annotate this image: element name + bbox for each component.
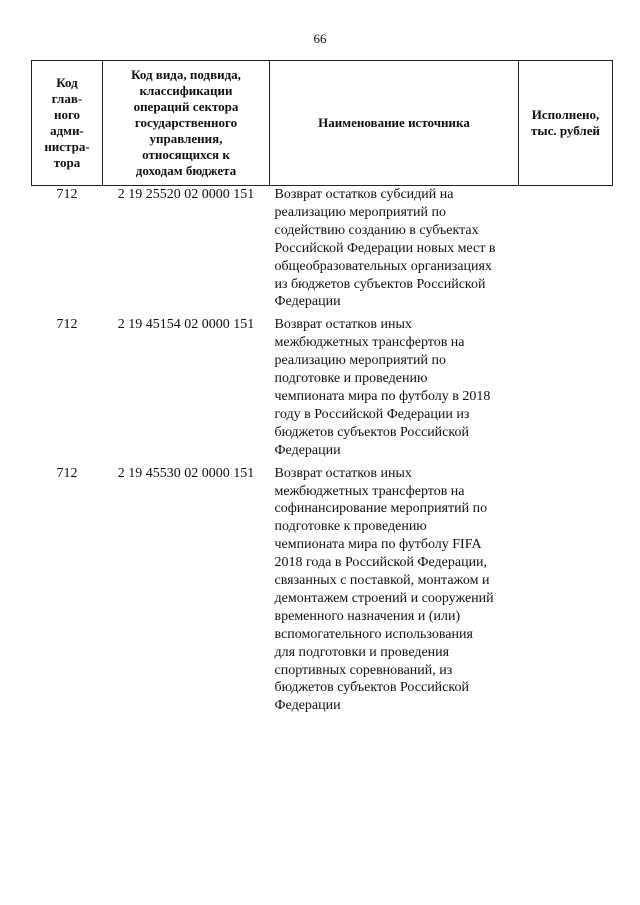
header-source-name: Наименование источника xyxy=(270,61,519,186)
table-row xyxy=(32,465,613,716)
budget-revenue-table xyxy=(31,60,613,715)
header-admin-code: Код глав- ного адми- нистра- тора xyxy=(32,61,103,186)
classification-code-cell: 2 19 25520 02 0000 151 xyxy=(117,187,255,202)
table-row xyxy=(32,316,613,459)
table-row xyxy=(32,186,613,312)
classification-code-cell: 2 19 45530 02 0000 151 xyxy=(117,465,255,481)
source-name-cell: Возврат остатков иных межбюджетных трансфертов на реализацию мероприятий по подготовке и проведению чемпионата мира по футболу в 2018 году в Российской Федерации из бюджетов субъектов Российской Федерации xyxy=(274,317,491,458)
header-executed: Исполнено, тыс. рублей xyxy=(519,61,613,186)
executed-cell xyxy=(519,186,613,312)
admin-code-cell: 712 xyxy=(56,317,78,333)
header-classification-code: Код вида, подвида, классификации операций сектора государственного управления, относящихся к доходам бюджета xyxy=(103,61,270,186)
admin-code-cell: 712 xyxy=(56,187,78,202)
admin-code-cell: 712 xyxy=(56,465,78,481)
source-name-cell: Возврат остатков субсидий на реализацию мероприятий по содействию созданию в субъектах Российской Федерации новых мест в общеобразовательных организациях из бюджетов субъектов Российской Федерации xyxy=(274,187,496,310)
classification-code-cell: 2 19 45154 02 0000 151 xyxy=(117,317,255,333)
executed-cell xyxy=(519,316,613,459)
executed-cell xyxy=(519,465,613,716)
source-name-cell: Возврат остатков иных межбюджетных трансфертов на софинансирование мероприятий по подготовке к проведению чемпионата мира по футболу FIFA 2018 года в Российской Федерации, связанных с поставкой, монтажом и демонтажем строений и сооружений временного назначения и (или) вспомогательного использования для подготовки и проведения спортивных соревнований, из бюджетов субъектов Российской Федерации xyxy=(274,465,494,714)
page-number: 66 xyxy=(313,31,327,46)
